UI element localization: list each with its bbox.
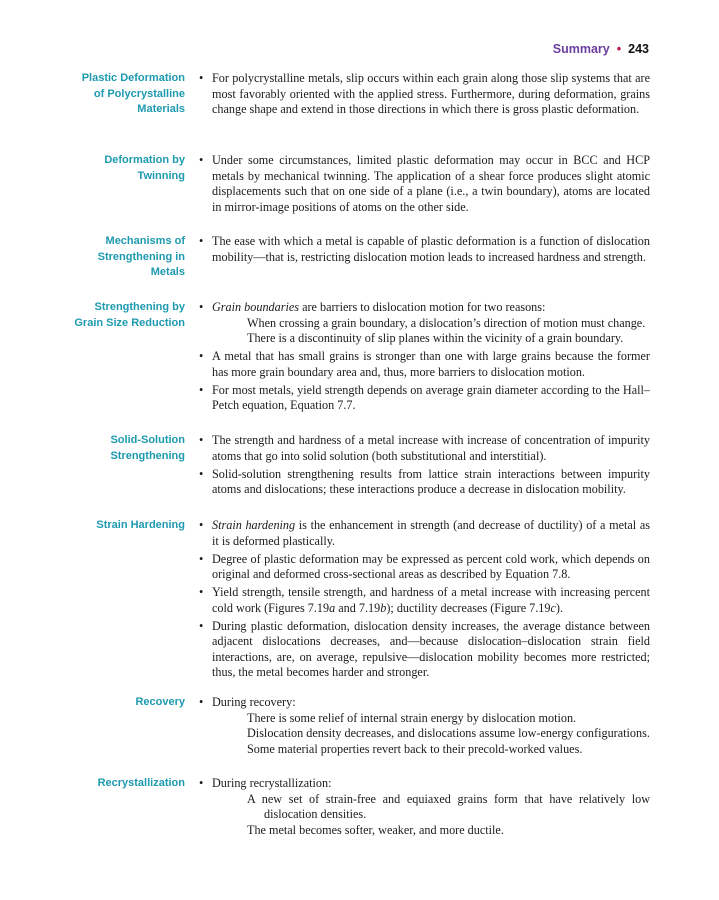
header-section-title: Summary <box>552 42 610 56</box>
section-content <box>199 518 650 683</box>
section-label: Recrystallization <box>97 777 185 789</box>
section-label: Strengthening by Grain Size Reduction <box>74 301 185 329</box>
bullet-icon: • <box>199 234 204 248</box>
section-label: Plastic Deformation of Polycrystalline Materials <box>81 72 185 115</box>
sub-point: A new set of strain-free and equiaxed grains form that have relatively low dislocation densities. <box>247 791 650 821</box>
section-content <box>199 71 650 120</box>
section-label: Mechanisms of Strengthening in Metals <box>97 235 185 278</box>
sub-point: Some material properties revert back to their precold-worked values. <box>247 741 583 756</box>
section-content <box>199 695 650 760</box>
bullet-icon: • <box>199 466 204 481</box>
sub-point: Dislocation density decreases, and dislocations assume low-energy configurations. <box>247 726 650 740</box>
section-label: Recovery <box>135 696 185 708</box>
header-separator: • <box>616 42 622 56</box>
section-content <box>199 234 650 268</box>
bullet-item: • During plastic deformation, dislocation density increases, the average distance between adjacent dislocations decreases, and—because dislocation–dislocation strain field interactions, are, on average, repulsive—dislocation mobility becomes more restricted; thus, the metal becomes harder and stronger. <box>199 618 650 679</box>
bullet-icon: • <box>199 71 204 85</box>
sub-point: When crossing a grain boundary, a dislocation’s direction of motion must change. <box>247 315 646 330</box>
section-content <box>199 776 650 841</box>
bullet-item: • Yield strength, tensile strength, and hardness of a metal increase with increasing percent cold work (Figures 7.19a and 7.19b); ductility decreases (Figure 7.19c). <box>199 585 650 615</box>
bullet-item: • Degree of plastic deformation may be expressed as percent cold work, which depends on original and deformed cross-sectional areas as described by Equation 7.8. <box>199 551 650 581</box>
sub-point: There is some relief of internal strain energy by dislocation motion. <box>247 710 577 725</box>
section-content <box>199 153 650 218</box>
bullet-item: • Grain boundaries are barriers to dislocation motion for two reasons: When crossing a grain boundary, a dislocation’s direction of motion must change. There is a discontinuity of slip planes within the vicinity of a grain boundary. <box>199 300 650 347</box>
bullet-icon: • <box>199 585 204 599</box>
bullet-icon: • <box>199 433 204 447</box>
section-label: Deformation by Twinning <box>104 154 185 182</box>
page-number: 243 <box>628 42 649 56</box>
section-label: Solid-Solution Strengthening <box>110 434 185 462</box>
bullet-item: • Solid-solution strengthening results from lattice strain interactions between impurity atoms and dislocations; these interactions produce a decrease in dislocation mobility. <box>199 466 650 496</box>
bullet-icon: • <box>199 776 204 790</box>
sub-point: The metal becomes softer, weaker, and more ductile. <box>247 822 504 837</box>
section-content <box>199 300 650 416</box>
bullet-item: • During recovery: There is some relief of internal strain energy by dislocation motion. Dislocation density decreases, and dislocations assume low-energy configurations. Some material properties revert back to their precold-worked values. <box>199 695 650 756</box>
bullet-item: • The ease with which a metal is capable of plastic deformation is a function of dislocation mobility—that is, restricting dislocation motion leads to increased hardness and strength. <box>199 234 650 264</box>
bullet-item: • A metal that has small grains is stronger than one with large grains because the former has more grain boundary area and, thus, more barriers to dislocation motion. <box>199 349 650 379</box>
bullet-icon: • <box>199 153 204 167</box>
bullet-icon: • <box>199 551 204 566</box>
bullet-icon: • <box>199 618 204 633</box>
bullet-icon: • <box>199 382 204 397</box>
bullet-item: • For most metals, yield strength depends on average grain diameter according to the Hall–Petch equation, Equation 7.7. <box>199 382 650 412</box>
bullet-icon: • <box>199 300 204 314</box>
bullet-icon: • <box>199 349 204 363</box>
bullet-icon: • <box>199 518 204 532</box>
section-content <box>199 433 650 500</box>
section-label: Strain Hardening <box>96 519 185 531</box>
bullet-item: • For polycrystalline metals, slip occurs within each grain along those slip systems that are most favorably oriented with the applied stress. Furthermore, during deformation, grains change shape and extend in those directions in which there is gross plastic deformation. <box>199 71 650 116</box>
bullet-icon: • <box>199 695 204 709</box>
bullet-item: • During recrystallization: A new set of strain-free and equiaxed grains form that have relatively low dislocation densities. The metal becomes softer, weaker, and more ductile. <box>199 776 650 837</box>
bullet-item: • The strength and hardness of a metal increase with increase of concentration of impurity atoms that go into solid solution (both substitutional and interstitial). <box>199 433 650 463</box>
sub-point: There is a discontinuity of slip planes within the vicinity of a grain boundary. <box>247 331 624 345</box>
running-header <box>553 42 649 56</box>
bullet-item: • Strain hardening is the enhancement in strength (and decrease of ductility) of a metal as it is deformed plastically. <box>199 518 650 548</box>
bullet-item: • Under some circumstances, limited plastic deformation may occur in BCC and HCP metals by mechanical twinning. The application of a shear force produces slight atomic displacements such that on one side of a plane (i.e., a twin boundary), atoms are located in mirror-image positions of atoms on the other side. <box>199 153 650 214</box>
